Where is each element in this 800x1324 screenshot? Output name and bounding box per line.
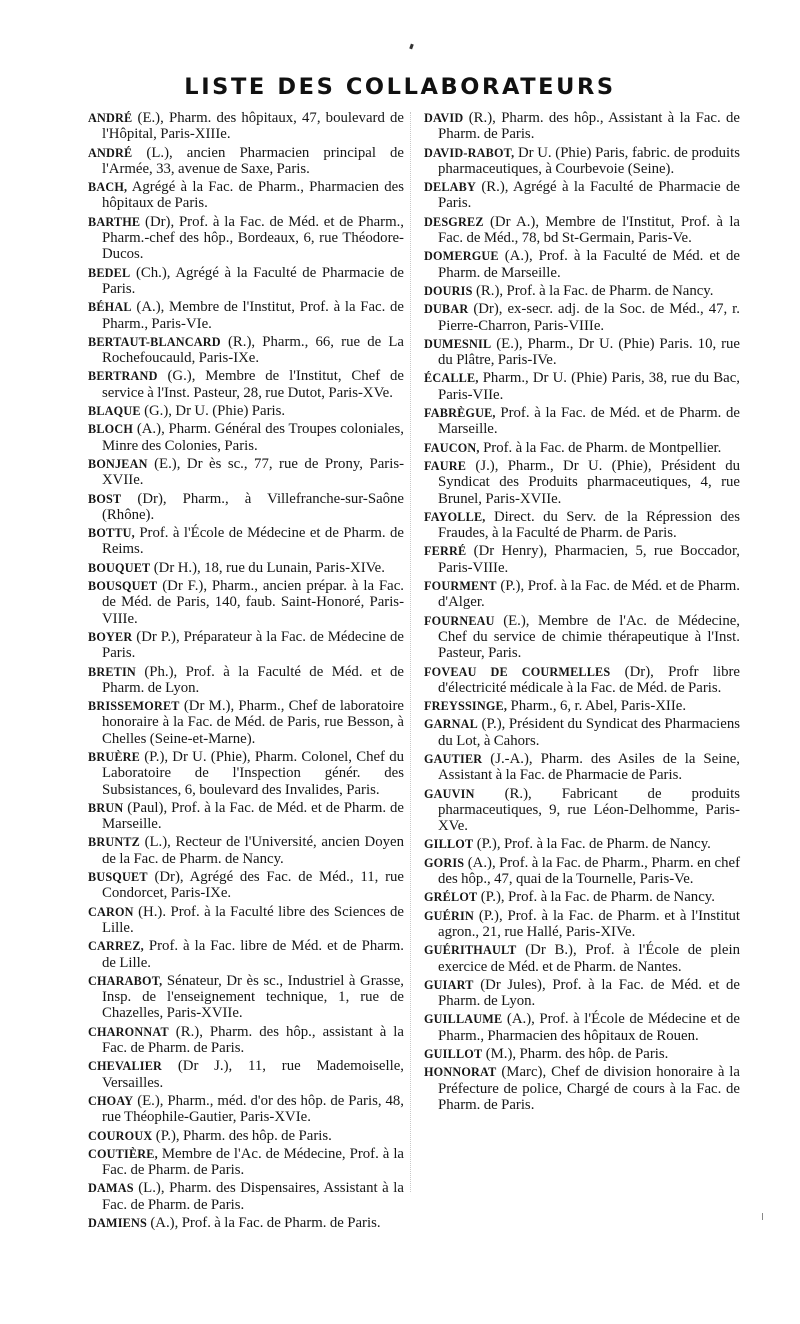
contributor-entry: [424, 336, 740, 369]
contributor-name: BLOCH: [88, 422, 134, 437]
contributor-name: GARNAL: [424, 717, 479, 732]
contributor-details: (P.), Prof. à la Fac. de Pharm. et à l'Institut agron., 21, rue Hallé, Paris-XIVe.: [438, 907, 740, 940]
contributor-details: (Dr P.), Préparateur à la Fac. de Médecine de Paris.: [102, 628, 404, 662]
contributor-entry: [424, 543, 740, 576]
contributor-details: (G.), Membre de l'Institut, Chef de service à l'Inst. Pasteur, 28, rue Dutot, Paris-XVe.: [102, 368, 404, 401]
contributor-name: DAVID: [424, 111, 464, 125]
contributor-name: DOURIS: [424, 283, 473, 298]
contributor-entry: [88, 1058, 404, 1091]
contributor-name: GUÉRIN: [424, 908, 474, 923]
printer-mark: [409, 44, 414, 50]
contributor-details: Dr U. (Phie) Paris, fabric. de produits pharmaceutiques, à Courbevoie (Seine).: [438, 144, 740, 177]
contributor-name: CHARABOT,: [88, 973, 163, 988]
contributor-name: DUMESNIL: [424, 336, 492, 351]
contributor-entry: [88, 1024, 404, 1057]
contributor-entry: [424, 698, 740, 714]
contributor-entry: [424, 578, 740, 611]
contributor-details: (E.), Pharm., Dr U. (Phie) Paris. 10, rue du Plâtre, Paris-IVe.: [438, 335, 740, 369]
contributor-details: (Ph.), Prof. à la Faculté de Méd. et de Pharm. de Lyon.: [102, 663, 404, 696]
contributor-entry: [88, 578, 404, 627]
contributor-details: Prof. à la Fac. libre de Méd. et de Pharm. de Lille.: [102, 938, 404, 971]
contributor-name: BOYER: [88, 629, 133, 644]
contributor-name: FAUCON,: [424, 440, 480, 455]
contributor-entry: [424, 405, 740, 438]
contributor-name: ANDRÉ: [88, 145, 133, 160]
column-divider: [410, 112, 411, 1192]
contributor-details: (L.), Pharm. des Dispensaires, Assistant à la Fac. de Pharm. de Paris.: [102, 1180, 404, 1213]
contributor-details: (L.), ancien Pharmacien principal de l'Armée, 33, avenue de Saxe, Paris.: [102, 144, 404, 177]
contributor-entry: [424, 458, 740, 507]
contributor-entry: [88, 834, 404, 867]
contributor-name: DAMAS: [88, 1181, 134, 1196]
contributor-entry: [424, 1046, 740, 1062]
contributor-name: GRÉLOT: [424, 890, 478, 905]
contributor-entry: [424, 145, 740, 178]
contributor-name: GILLOT: [424, 837, 474, 852]
contributor-entry: [88, 179, 404, 212]
contributor-details: Direct. du Serv. de la Répression des Fraudes, à la Faculté de Pharm. de Paris.: [438, 508, 740, 542]
contributor-name: COUTIÈRE,: [88, 1146, 158, 1161]
contributor-details: (R.), Prof. à la Fac. de Pharm. de Nancy.: [472, 282, 714, 299]
contributor-details: (R.), Fabricant de produits pharmaceutiques, 9, rue Léon-Delhomme, Paris-XVe.: [438, 785, 740, 835]
contributor-name: BERTRAND: [88, 369, 158, 384]
contributor-entry: [424, 716, 740, 749]
contributor-details: Membre de l'Ac. de Médecine, Prof. à la Fac. de Pharm. de Paris.: [102, 1145, 404, 1179]
contributor-entry: [88, 1180, 404, 1213]
contributor-name: ÉCALLE,: [424, 371, 479, 386]
contributor-details: (H.). Prof. à la Faculté libre des Sciences de Lille.: [102, 903, 404, 936]
contributor-name: DAVID-RABOT,: [424, 145, 515, 160]
contributor-entry: [88, 334, 404, 367]
contributor-name: FABRÈGUE,: [424, 406, 496, 421]
contributor-details: (R.), Pharm. des hôp., Assistant à la Fac. de Pharm. de Paris.: [438, 110, 740, 143]
contributor-entry: [88, 560, 404, 576]
contributor-name: FOURNEAU: [424, 613, 495, 628]
contributor-details: (R.), Pharm. des hôp., assistant à la Fac. de Pharm. de Paris.: [102, 1023, 404, 1057]
contributor-entry: [88, 698, 404, 747]
contributor-entry: [424, 283, 740, 299]
contributor-entry: [424, 908, 740, 941]
contributor-name: BRETIN: [88, 664, 136, 679]
contributor-entry: [424, 751, 740, 784]
contributor-entry: [88, 421, 404, 454]
contributor-name: COUROUX: [88, 1128, 153, 1143]
contributor-entry: [88, 491, 404, 524]
contributor-name: GAUVIN: [424, 786, 475, 801]
contributor-name: BEDEL: [88, 265, 131, 280]
contributor-details: (E.), Pharm. des hôpitaux, 47, boulevard de l'Hôpital, Paris-XIIIe.: [102, 110, 404, 143]
contributor-details: (P.), Pharm. des hôp. de Paris.: [152, 1127, 332, 1144]
contributor-name: CARREZ,: [88, 939, 144, 954]
contributor-entry: [424, 509, 740, 542]
contributor-entry: [424, 855, 740, 888]
contributor-details: (J.), Pharm., Dr U. (Phie), Président du Syndicat des Produits pharmaceutiques, 4, rue Brunel, Paris-XVIIe.: [438, 457, 740, 507]
contributor-entry: [424, 214, 740, 247]
contributor-name: DOMERGUE: [424, 249, 499, 264]
contributor-details: (P.), Prof. à la Fac. de Pharm. de Nancy.: [473, 836, 711, 853]
contributor-name: GUIART: [424, 977, 474, 992]
contributor-entry: [88, 629, 404, 662]
contributor-details: (P.), Prof. à la Fac. de Pharm. de Nancy.: [477, 889, 715, 906]
contributor-details: (R.), Pharm., 66, rue de La Rochefoucauld, Paris-IXe.: [102, 333, 404, 367]
contributor-entry: [424, 1064, 740, 1113]
contributor-details: Prof. à la Fac. de Pharm. de Montpellier.: [479, 439, 722, 456]
contributor-entry: [88, 904, 404, 937]
contributor-entry: [88, 456, 404, 489]
contributor-name: BRUN: [88, 800, 124, 815]
contributor-details: (P.), Président du Syndicat des Pharmaciens du Lot, à Cahors.: [438, 716, 740, 749]
contributor-name: BRISSEMORET: [88, 699, 180, 714]
contributor-entry: [88, 110, 404, 143]
page-edge-mark: [762, 1213, 763, 1220]
contributor-details: (Dr Henry), Pharmacien, 5, rue Boccador, Paris-VIIIe.: [438, 543, 740, 576]
contributor-name: FAYOLLE,: [424, 509, 486, 524]
contributor-name: BARTHE: [88, 214, 141, 229]
contributor-details: (A.), Pharm. Général des Troupes coloniales, Minre des Colonies, Paris.: [102, 421, 404, 454]
contributor-details: (L.), Recteur de l'Université, ancien Doyen de la Fac. de Pharm. de Nancy.: [102, 834, 404, 867]
contributor-details: (Dr), Pharm., à Villefranche-sur-Saône (Rhône).: [102, 490, 404, 523]
contributor-details: Pharm., 6, r. Abel, Paris-XIIe.: [507, 698, 687, 715]
page-title: LISTE DES COLLABORATEURS: [184, 74, 616, 100]
contributor-name: GAUTIER: [424, 751, 483, 766]
contributor-entry: [88, 403, 404, 419]
contributor-details: (Dr B.), Prof. à l'École de plein exercice de Méd. et de Pharm. de Nantes.: [438, 942, 740, 975]
contributor-name: DUBAR: [424, 302, 469, 317]
contributor-entry: [424, 1011, 740, 1044]
contributor-entry: [88, 973, 404, 1022]
contributor-name: GUÉRITHAULT: [424, 943, 517, 958]
contributor-entry: [88, 938, 404, 971]
contributor-entry: [88, 368, 404, 401]
contributor-details: (Dr), Agrégé des Fac. de Méd., 11, rue Condorcet, Paris-IXe.: [102, 869, 404, 902]
right-column: [424, 110, 740, 1115]
contributor-entry: [424, 301, 740, 334]
contributor-entry: [424, 977, 740, 1010]
contributor-details: (Dr Jules), Prof. à la Fac. de Méd. et de Pharm. de Lyon.: [438, 976, 740, 1010]
contributor-details: (A.), Membre de l'Institut, Prof. à la Fac. de Pharm., Paris-VIe.: [102, 299, 404, 332]
contributor-name: HONNORAT: [424, 1065, 497, 1080]
contributor-entry: [424, 889, 740, 905]
contributor-entry: [88, 299, 404, 332]
contributor-name: GUILLOT: [424, 1047, 483, 1062]
contributor-name: BLAQUE: [88, 404, 141, 419]
contributor-name: BOST: [88, 491, 122, 506]
contributor-details: Agrégé à la Fac. de Pharm., Pharmacien des hôpitaux de Paris.: [102, 179, 404, 212]
contributor-entry: [424, 370, 740, 403]
contributor-details: (A.), Prof. à la Faculté de Méd. et de Pharm. de Marseille.: [438, 248, 740, 281]
contributor-details: (J.-A.), Pharm. des Asiles de la Seine, Assistant à la Fac. de Pharmacie de Paris.: [438, 750, 740, 784]
contributor-name: ANDRÉ: [88, 111, 133, 125]
contributor-entry: [424, 179, 740, 212]
left-column: [88, 110, 404, 1233]
contributor-details: Pharm., Dr U. (Phie) Paris, 38, rue du Bac, Paris-VIIe.: [438, 370, 740, 403]
contributor-details: (Paul), Prof. à la Fac. de Méd. et de Pharm. de Marseille.: [102, 799, 404, 833]
contributor-details: (Dr), Profr libre d'électricité médicale à la Fac. de Méd. de Paris.: [438, 663, 740, 696]
contributor-details: (A.), Prof. à l'École de Médecine et de Pharm., Pharmacien des hôpitaux de Rouen.: [438, 1011, 740, 1044]
contributor-entry: [88, 265, 404, 298]
contributor-name: BERTAUT-BLANCARD: [88, 334, 221, 349]
contributor-details: (E.), Membre de l'Ac. de Médecine, Chef du service de chimie thérapeutique à l'Inst. Pasteur, Paris.: [438, 612, 740, 662]
contributor-entry: [424, 440, 740, 456]
contributor-entry: [88, 664, 404, 697]
contributor-details: Prof. à la Fac. de Méd. et de Pharm. de Marseille.: [438, 405, 740, 438]
contributor-details: (P.), Dr U. (Phie), Pharm. Colonel, Chef du Laboratoire de l'Inspection génér. des Subsistances, 6, boulevard des Invalides, Paris.: [102, 748, 404, 798]
contributor-entry: [88, 1093, 404, 1126]
contributor-entry: [424, 613, 740, 662]
contributor-entry: [424, 942, 740, 975]
contributor-name: DELABY: [424, 180, 476, 195]
contributor-details: Prof. à l'École de Médecine et de Pharm. de Reims.: [102, 525, 404, 558]
contributor-entry: [88, 1128, 404, 1144]
contributor-entry: [88, 214, 404, 263]
contributor-details: (Dr J.), 11, rue Mademoiselle, Versailles.: [102, 1058, 404, 1091]
contributor-details: (Ch.), Agrégé à la Faculté de Pharmacie de Paris.: [102, 264, 404, 297]
contributor-entry: [88, 800, 404, 833]
contributor-entry: [88, 1215, 404, 1231]
contributor-details: (P.), Prof. à la Fac. de Méd. et de Pharm. d'Alger.: [438, 578, 740, 611]
contributor-details: (Marc), Chef de division honoraire à la Préfecture de police, Chargé de cours à la Fac. de Pharm. de Paris.: [438, 1064, 740, 1113]
contributor-name: BOUQUET: [88, 560, 151, 575]
contributor-name: CARON: [88, 904, 134, 919]
contributor-details: (Dr), Prof. à la Fac. de Méd. et de Pharm., Pharm.-chef des hôp., Bordeaux, 6, rue Théodore-Ducos.: [102, 213, 404, 263]
contributor-name: BÉHAL: [88, 300, 132, 315]
contributor-name: BOTTU,: [88, 526, 135, 541]
contributor-name: GUILLAUME: [424, 1012, 503, 1027]
contributor-details: (M.), Pharm. des hôp. de Paris.: [482, 1046, 669, 1063]
contributor-name: CHOAY: [88, 1093, 134, 1108]
contributor-details: (A.), Prof. à la Fac. de Pharm. de Paris.: [146, 1215, 381, 1231]
contributor-name: FOVEAU DE COURMELLES: [424, 664, 611, 679]
contributor-name: BOUSQUET: [88, 579, 158, 594]
contributor-entry: [424, 110, 740, 143]
contributor-details: Sénateur, Dr ès sc., Industriel à Grasse, Insp. de l'enseignement technique, 1, rue de Chazelles, Paris-XVIIe.: [102, 972, 404, 1022]
contributor-name: BACH,: [88, 180, 128, 195]
contributor-details: (A.), Prof. à la Fac. de Pharm., Pharm. en chef des hôp., 47, quai de la Tournelle, Paris-Ve.: [438, 854, 740, 888]
contributor-entry: [424, 836, 740, 852]
contributor-name: DESGREZ: [424, 214, 484, 229]
contributor-details: (G.), Dr U. (Phie) Paris.: [140, 403, 286, 420]
contributor-name: BRUÈRE: [88, 749, 140, 764]
contributor-entry: [424, 786, 740, 835]
contributor-name: FREYSSINGE,: [424, 699, 508, 714]
contributor-entry: [424, 664, 740, 697]
contributor-entry: [88, 1146, 404, 1179]
contributor-name: FERRÉ: [424, 544, 467, 559]
contributor-details: (Dr H.), 18, rue du Lunain, Paris-XIVe.: [150, 559, 385, 576]
contributor-name: BRUNTZ: [88, 835, 140, 850]
contributor-entry: [88, 869, 404, 902]
contributor-entry: [424, 248, 740, 281]
contributor-details: (Dr), ex-secr. adj. de la Soc. de Méd., 47, r. Pierre-Charron, Paris-VIIIe.: [438, 301, 740, 334]
contributor-details: (Dr M.), Pharm., Chef de laboratoire honoraire à la Fac. de Méd. de Paris, rue Besson, à Chelles (Seine-et-Marne).: [102, 698, 404, 747]
contributor-name: FAURE: [424, 458, 467, 473]
contributor-name: DAMIENS: [88, 1216, 147, 1230]
contributor-details: (E.), Pharm., méd. d'or des hôp. de Paris, 48, rue Théophile-Gautier, Paris-XVIe.: [102, 1092, 404, 1126]
contributor-name: FOURMENT: [424, 579, 497, 594]
contributor-name: GORIS: [424, 855, 465, 870]
contributor-entry: [88, 525, 404, 558]
contributor-entry: [88, 749, 404, 798]
contributor-name: BONJEAN: [88, 456, 148, 471]
contributor-details: (E.), Dr ès sc., 77, rue de Prony, Paris-XVIIe.: [102, 455, 404, 489]
contributor-details: (R.), Agrégé à la Faculté de Pharmacie de Paris.: [438, 179, 740, 212]
contributor-details: (Dr F.), Pharm., ancien prépar. à la Fac. de Méd. de Paris, 140, faub. Saint-Honoré, Paris-VIIIe.: [102, 578, 404, 627]
contributor-name: CHEVALIER: [88, 1059, 163, 1074]
contributor-name: CHARONNAT: [88, 1024, 169, 1039]
contributor-details: (Dr A.), Membre de l'Institut, Prof. à la Fac. de Méd., 78, bd St-Germain, Paris-Ve.: [438, 213, 740, 247]
contributor-name: BUSQUET: [88, 870, 148, 885]
contributor-entry: [88, 145, 404, 178]
